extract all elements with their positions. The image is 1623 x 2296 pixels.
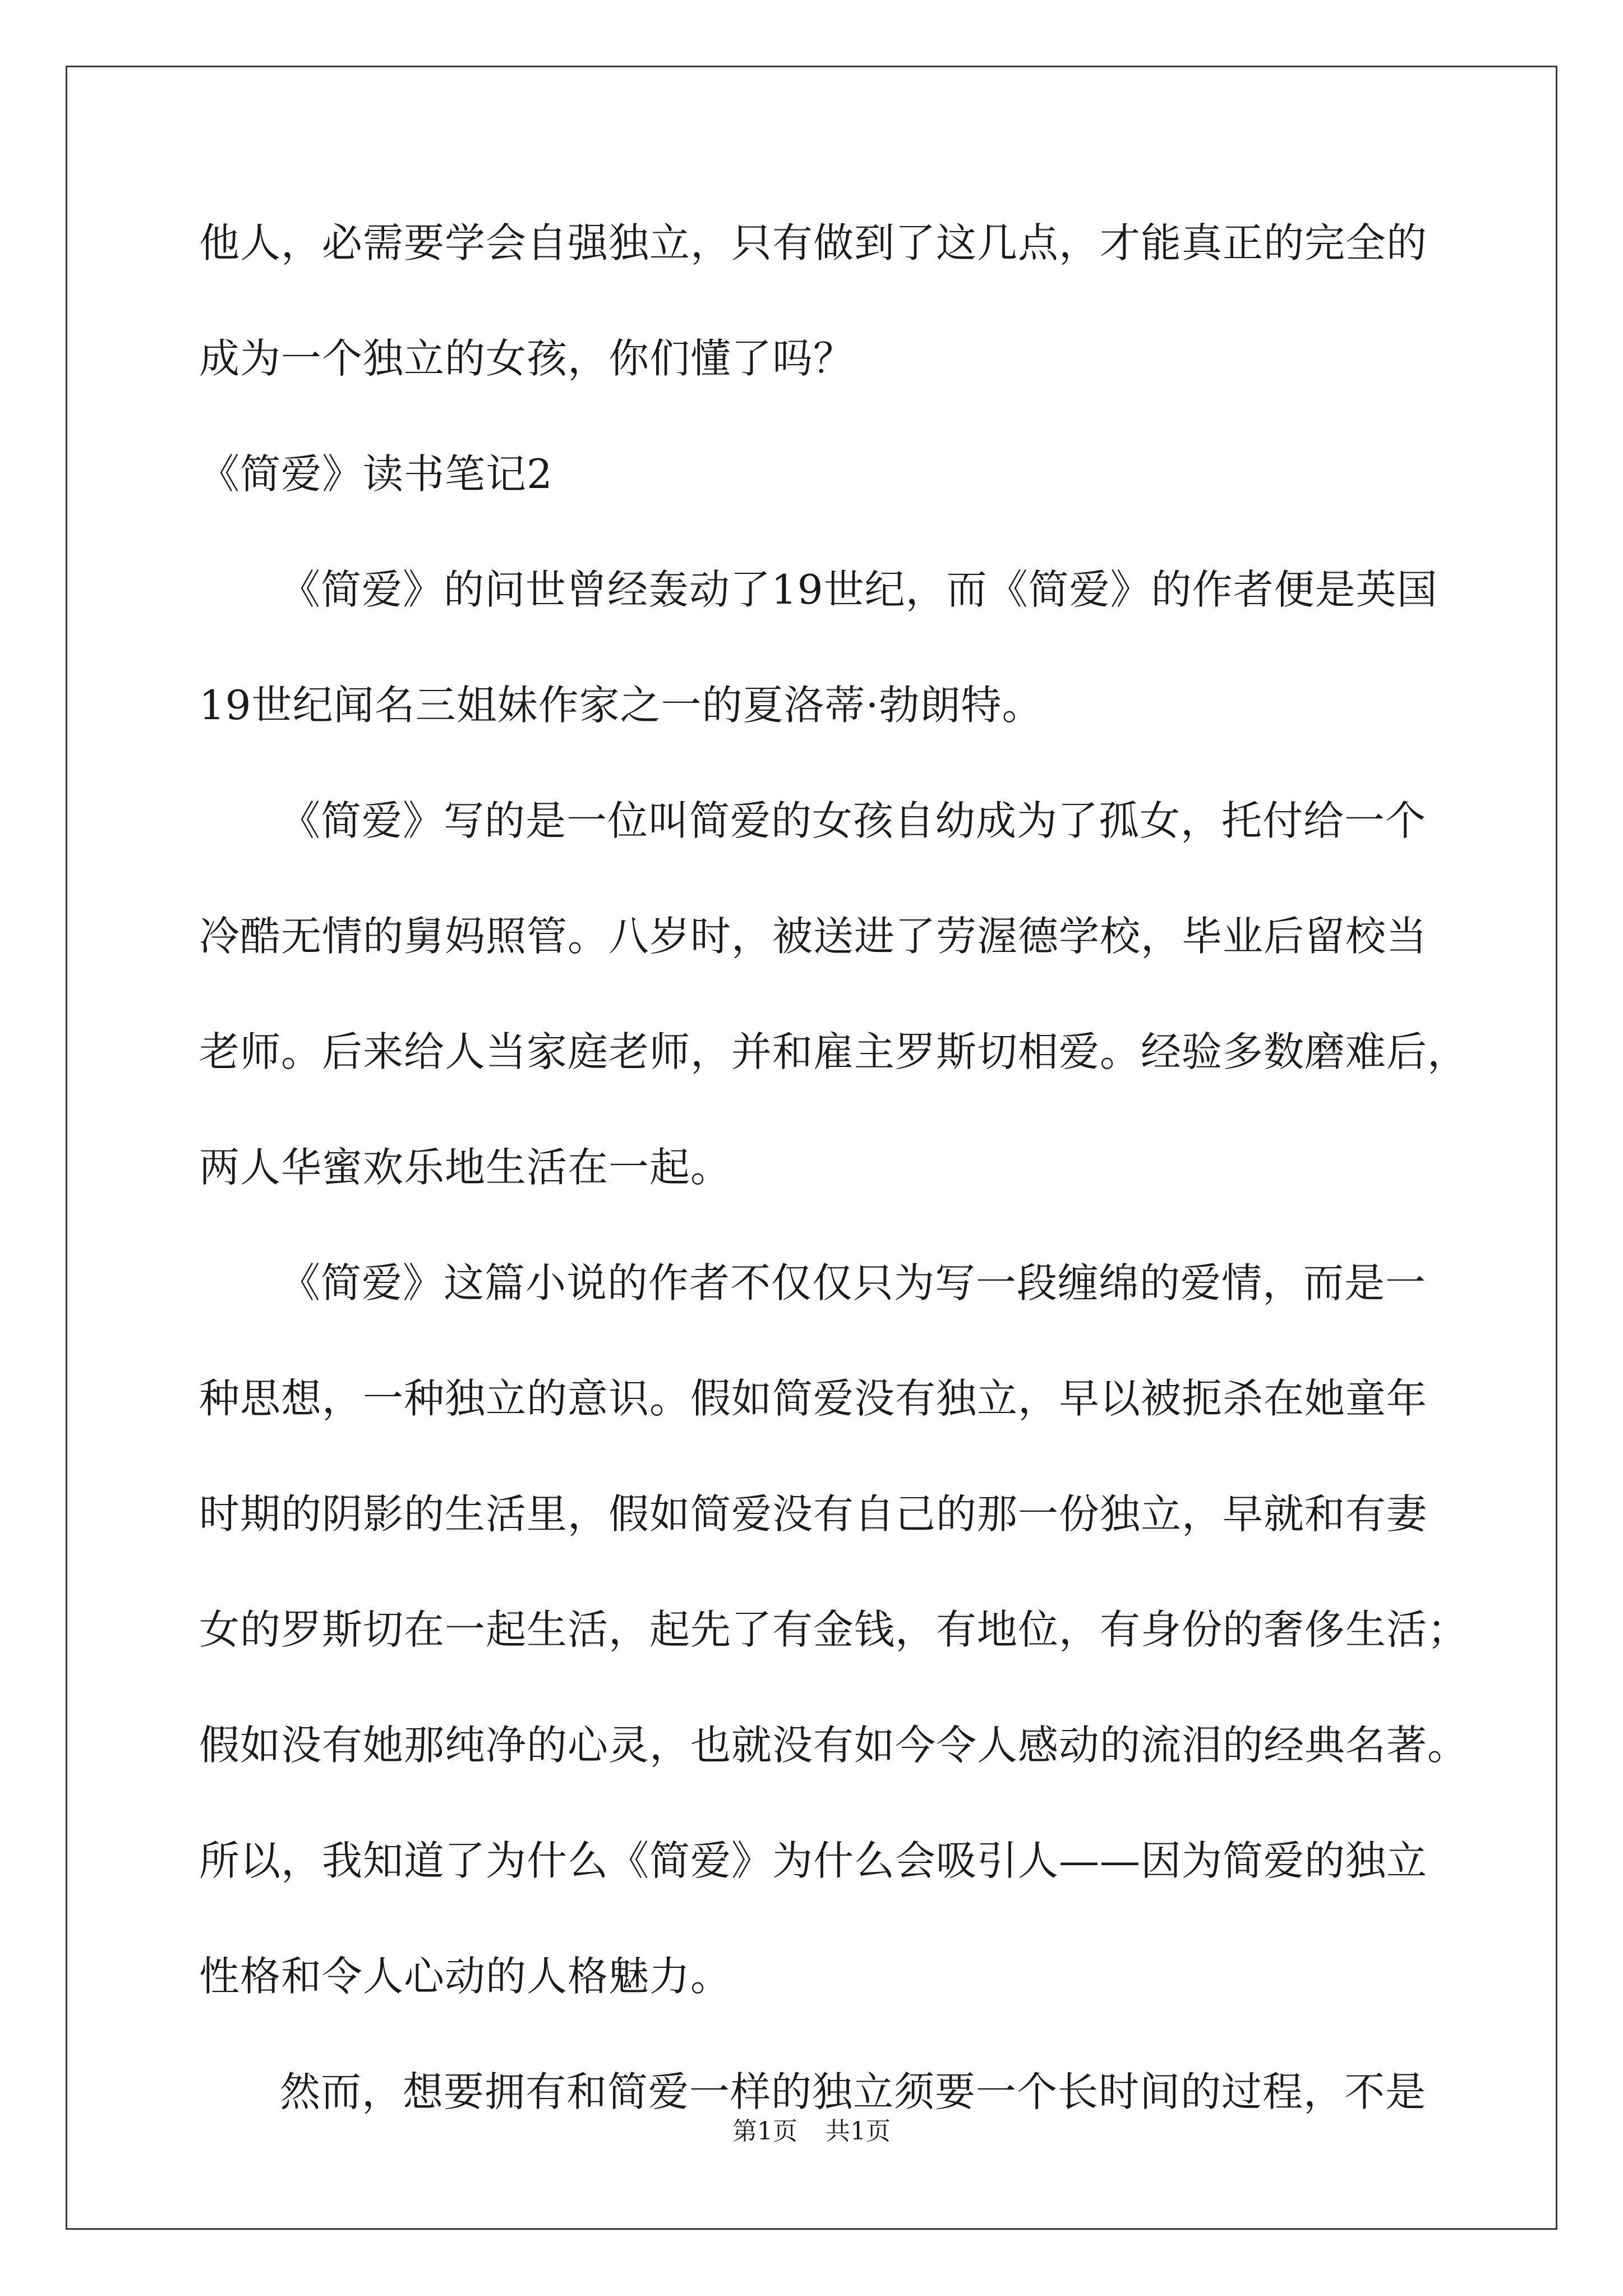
section-heading: 《简爱》读书笔记2 [199,450,553,498]
text-line: 两人华蜜欢乐地生活在一起。 [199,1144,732,1191]
text-line: 所以，我知道了为什么《简爱》为什么会吸引人——因为简爱的独立 [199,1837,1428,1884]
text-line: 女的罗斯切在一起生活，起先了有金钱，有地位，有身份的奢侈生活； [199,1606,1469,1653]
text-line: 性格和令人心动的人格魅力。 [199,1953,732,2000]
text-line: 他人，必需要学会自强独立，只有做到了这几点，才能真正的完全的 [199,219,1428,266]
text-line: 假如没有她那纯净的心灵，也就没有如今令人感动的流泪的经典名著。 [199,1722,1469,1769]
text-line: 冷酷无情的舅妈照管。八岁时，被送进了劳渥德学校，毕业后留校当 [199,913,1428,960]
page-number: 第1页 [732,2117,797,2146]
text-line: 老师。后来给人当家庭老师，并和雇主罗斯切相爱。经验多数磨难后， [199,1028,1469,1075]
text-line: 19世纪闻名三姐妹作家之一的夏洛蒂·勃朗特。 [199,682,1043,729]
text-line: 《简爱》的问世曾经轰动了19世纪，而《简爱》的作者便是英国 [280,566,1438,613]
text-line: 种思想，一种独立的意识。假如简爱没有独立，早以被扼杀在她童年 [199,1375,1428,1422]
text-line: 《简爱》写的是一位叫简爱的女孩自幼成为了孤女，托付给一个 [280,797,1427,844]
page-footer [0,2115,1623,2148]
document-body [199,185,1469,2150]
text-line: 成为一个独立的女孩，你们懂了吗？ [199,335,855,382]
text-line: 《简爱》这篇小说的作者不仅仅只为写一段缠绵的爱情，而是一 [280,1259,1427,1306]
text-line: 然而，想要拥有和简爱一样的独立须要一个长时间的过程，不是 [280,2068,1427,2115]
page-total: 共1页 [826,2117,891,2146]
text-line: 时期的阴影的生活里，假如简爱没有自己的那一份独立，早就和有妻 [199,1490,1428,1538]
